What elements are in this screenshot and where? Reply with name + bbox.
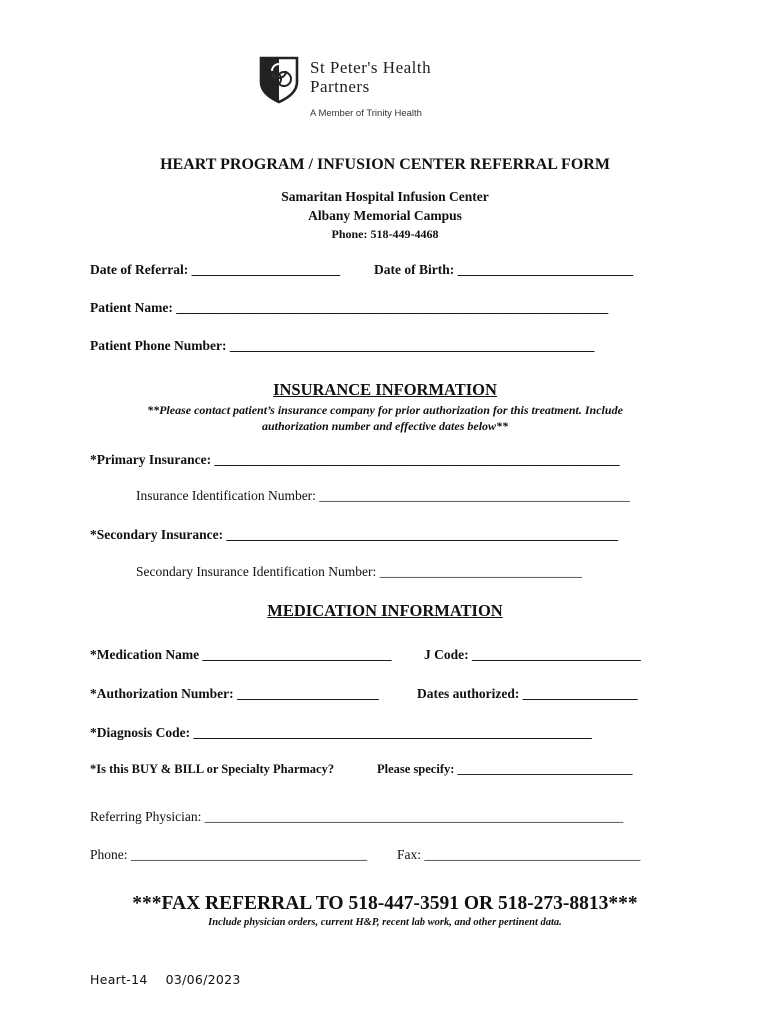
- insurance-id-field[interactable]: Insurance Identification Number: ______________________________________________: [136, 488, 630, 503]
- logo-text-line1: St Peter's Health: [310, 58, 432, 77]
- fax-referral-note: Include physician orders, current H&P, recent lab work, and other pertinent data.: [208, 917, 562, 928]
- form-date: 03/06/2023: [165, 972, 241, 987]
- campus-name: Albany Memorial Campus: [308, 208, 462, 223]
- form-id: Heart-14: [90, 972, 148, 987]
- form-footer: [90, 972, 241, 987]
- date-of-referral-field[interactable]: Date of Referral: ______________________: [90, 262, 341, 277]
- insurance-note-line1: **Please contact patient’s insurance company for prior authorization for this treatment. Include: [147, 403, 623, 417]
- physician-phone-field[interactable]: Phone: ___________________________________: [90, 847, 368, 862]
- insurance-section-heading: INSURANCE INFORMATION: [273, 380, 497, 399]
- logo-tagline: A Member of Trinity Health: [310, 108, 422, 119]
- patient-name-field[interactable]: Patient Name: ________________________________________________________________: [90, 300, 609, 315]
- facility-phone: Phone: 518-449-4468: [331, 227, 439, 241]
- organization-logo: [258, 54, 488, 124]
- logo-text-line2: Partners: [310, 77, 370, 96]
- medication-name-field[interactable]: *Medication Name ____________________________: [90, 647, 392, 662]
- form-title: HEART PROGRAM / INFUSION CENTER REFERRAL FORM: [160, 156, 610, 173]
- buy-bill-question: *Is this BUY & BILL or Specialty Pharmacy?: [90, 762, 335, 776]
- primary-insurance-field[interactable]: *Primary Insurance: ____________________________________________________________: [90, 452, 620, 467]
- please-specify-field[interactable]: Please specify: ____________________________: [377, 762, 633, 776]
- patient-phone-field[interactable]: Patient Phone Number: ______________________________________________________: [90, 338, 595, 353]
- insurance-note-line2: authorization number and effective dates below**: [261, 419, 509, 433]
- diagnosis-code-field[interactable]: *Diagnosis Code: ___________________________________________________________: [90, 725, 592, 740]
- medication-section-heading: MEDICATION INFORMATION: [267, 601, 503, 620]
- fax-referral-instruction: ***FAX REFERRAL TO 518-447-3591 OR 518-273-8813***: [132, 893, 638, 914]
- authorization-number-field[interactable]: *Authorization Number: _____________________: [90, 686, 379, 701]
- date-of-birth-field[interactable]: Date of Birth: __________________________: [374, 262, 634, 277]
- secondary-insurance-field[interactable]: *Secondary Insurance: __________________________________________________________: [90, 527, 619, 542]
- shield-logo-icon: [258, 54, 300, 104]
- facility-name: Samaritan Hospital Infusion Center: [281, 189, 489, 204]
- dates-authorized-field[interactable]: Dates authorized: _________________: [417, 686, 638, 701]
- j-code-field[interactable]: J Code: _________________________: [424, 647, 641, 662]
- physician-fax-field[interactable]: Fax: ________________________________: [397, 847, 641, 862]
- secondary-insurance-id-field[interactable]: Secondary Insurance Identification Number: ______________________________: [136, 564, 583, 579]
- referring-physician-field[interactable]: Referring Physician: ______________________________________________________________: [90, 809, 624, 824]
